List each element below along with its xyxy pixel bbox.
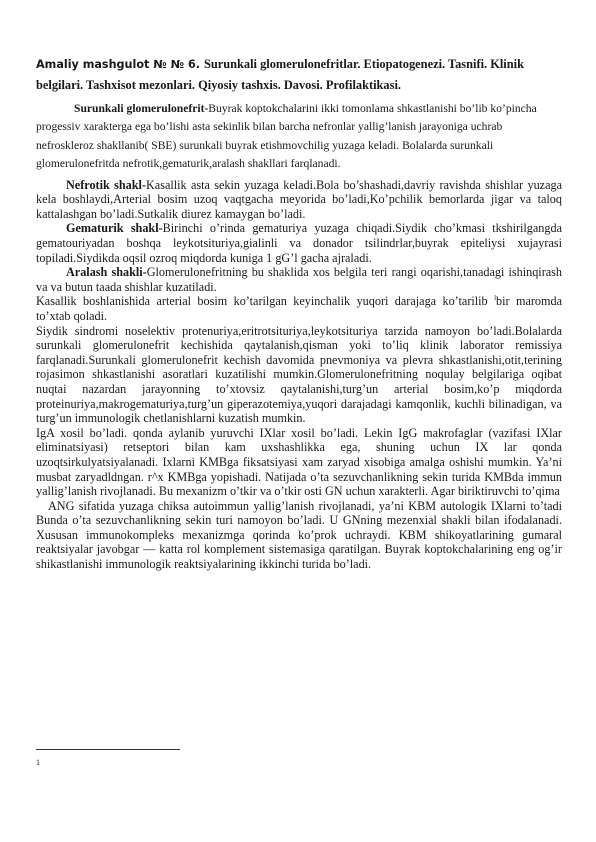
document-page — [36, 54, 562, 572]
intro-text: Buyrak koptokchalarini ikki tomonlama shkastlanishi bo’lib ko’pincha progessiv xarakterga ega bo’lishi asta sekinlik bilan barcha nefronlar yallig’lanish jarayoniga uchrab nefroskleroz shakllanib( SBE) surunkali buyrak etishmovchilig yuzaga keladi. Bolalarda surunkali glomerulonefritda nefrotik,gematurik,aralash shakllari farqlanadi. — [36, 102, 537, 171]
nefrotik-term: Nefrotik shakl- — [66, 177, 146, 192]
gematurik-text: Birinchi o’rinda gematuriya yuzaga chiqadi.Siydik cho’kmasi tkshirilgangda gematouriyadan boshqa leykotsituriya,gialinli va donador tsilindrlar,buyrak epiteliysi xujayrasi topiladi.Siydikda oqsil ozroq miqdorda kuniga 1 gG’l gacha ajraladi. — [36, 221, 562, 265]
kasallik-paragraph — [36, 294, 562, 323]
nefrotik-text: Kasallik asta sekin yuzaga keladi.Bola bo’shashadi,davriy ravishda shishlar yuzaga kela boshlaydi,Arterial bosim uzoq vaqtgacha meyorida bo’ladi,Ko’pchilik bemorlarda jigar va taloq kattalashgan bo’ladi.Sutkalik diurez kamaygan bo’ladi. — [36, 177, 562, 221]
iga-paragraph: IgA xosil bo’ladi. qonda aylanib yuruvchi IXlar xosil bo’ladi. Lekin IgG makrofaglar (vazifasi IXlar eliminatsiyasi) retseptori bilan kam uxshashlikka ega, shuning uchun IX lar qonda uzoqtsirkulyatsiyalanadi. Ixlarni KMBga fiksatsiyasi xam zaryad xisobiga amalga oshishi mumkin. Ya’ni musbat zaryadldngan. r^x KMBga yopishadi. Natijada o’ta sezuvchanlikning sekin turida KMBda immun yallig’lanish rivojlanadi. Bu mexanizm o’tkir va o’tkir osti GN uchun xarakterli. Agar biriktiruvchi to’qima — [36, 425, 562, 499]
gematurik-paragraph — [36, 221, 562, 265]
intro-term: Surunkali glomerulonefrit- — [74, 102, 209, 115]
footnote-divider — [36, 749, 180, 750]
gematurik-term: Gematurik shakl- — [66, 221, 163, 236]
ang-paragraph: ANG sifatida yuzaga chiksa autoimmun yallig’lanish rivojlanadi, ya’ni KBM autologik IXlarni to’tadi Bunda o’ta sezuvchanlikning sekin turi namoyon bo’ladi. U GNning mezenxial shakli bilan ifodalanadi. Xususan immunokompleks mexanizmga qorinda ko’prok uchraydi. KBM shikoyatlarining gumaral reaktsiyalar javobgar — katta rol komplement sistemasiga qaratilgan. Buyrak koptokchalarining eng og’ir shikastlanishi immunologik reaktsiyalarining ikkinchi turida bo’ladi. — [36, 498, 562, 572]
footnote-number: 1 — [36, 758, 40, 767]
kasallik-text-before: Kasallik boshlanishida arterial bosim ko’tarilgan keyinchalik yuqori darajaga ko’tarilib — [36, 294, 495, 309]
intro-paragraph — [36, 100, 562, 174]
aralash-text: Glomerulonefritning bu shaklida xos belgila teri rangi oqarishi,tanadagi ishinqirash va va butun taada shishlar kuzatiladi. — [36, 265, 563, 294]
page-title — [36, 54, 562, 96]
title-prefix: Amaliy mashgulot № № 6. — [36, 58, 201, 71]
title-end: . — [397, 78, 401, 92]
footnote-reference[interactable]: l — [494, 294, 497, 303]
kasallik-text-after: bir maromda to’xtab qoladi. — [36, 294, 562, 323]
aralash-paragraph — [36, 265, 562, 294]
siydik-paragraph: Siydik sindromi noselektiv protenuriya,eritrotsituriya,leykotsituriya tarzida namoyon bo’ladi.Bolalarda surunkali glomerulonefrit kechishida qaytalanish,qisman yoki to’liq klinik laborator remissiya farqlanadi.Surunkali glomerulonefrit kechish davomida pnevmoniya va plevra shkastlanishi,otit,terining rojasimon shkastlanishi asoratlari kuzatilishi mumkin.Glomerulonefritning noqulay belgilariga oqibat nuqtai nazardan jarayonning to’xtovsiz qaytalanishi,turg’un arterial bosim,ko’p miqdorda proteinuriya,makrogematuriya,turg’un giperazotemiya,yuqori darajadagi kamqonlik, kuchli bilinadigan, va turg’un immunologik chetlanishlarni kuzatish mumkin. — [36, 323, 562, 426]
title-text: Surunkali glomerulonefritlar. Etiopatogenezi. Tasnifi. Klinik belgilari. Tashxisot mezonlari. Qiyosiy tashxis. Davosi. Profilaktikasi — [36, 57, 524, 92]
aralash-term: Aralash shakli- — [66, 265, 147, 280]
nefrotik-paragraph — [36, 178, 562, 222]
